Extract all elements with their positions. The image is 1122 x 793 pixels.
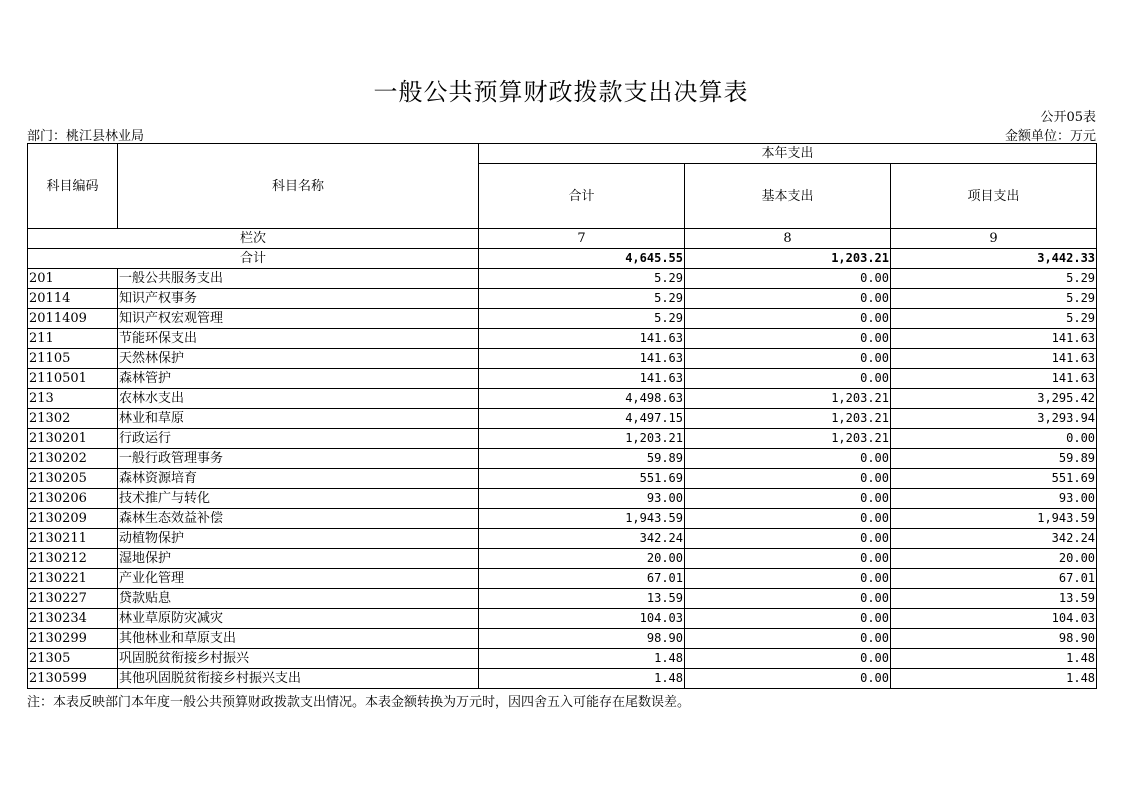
row-total: 5.29: [479, 289, 685, 309]
row-basic: 0.00: [685, 349, 891, 369]
row-total: 20.00: [479, 549, 685, 569]
row-basic: 0.00: [685, 449, 891, 469]
table-row: [28, 589, 1097, 609]
row-total: 141.63: [479, 349, 685, 369]
table-row: [28, 509, 1097, 529]
row-project: 13.59: [891, 589, 1097, 609]
row-total: 141.63: [479, 369, 685, 389]
row-name: 森林管护: [118, 369, 479, 389]
row-basic: 0.00: [685, 649, 891, 669]
row-project: 5.29: [891, 289, 1097, 309]
column-index-project: 9: [891, 229, 1097, 249]
row-code: 211: [28, 329, 118, 349]
row-project: 3,295.42: [891, 389, 1097, 409]
table-row: [28, 409, 1097, 429]
row-basic: 0.00: [685, 589, 891, 609]
table-row: [28, 669, 1097, 689]
header-name: 科目名称: [118, 144, 479, 229]
table-row: [28, 529, 1097, 549]
row-project: 551.69: [891, 469, 1097, 489]
row-code: 2110501: [28, 369, 118, 389]
row-name: 技术推广与转化: [118, 489, 479, 509]
row-code: 201: [28, 269, 118, 289]
row-total: 141.63: [479, 329, 685, 349]
row-basic: 0.00: [685, 269, 891, 289]
row-name: 知识产权宏观管理: [118, 309, 479, 329]
row-basic: 1,203.21: [685, 409, 891, 429]
table-row: [28, 609, 1097, 629]
header-project: 项目支出: [891, 164, 1097, 229]
row-basic: 0.00: [685, 309, 891, 329]
totals-label: 合计: [28, 249, 479, 269]
row-name: 农林水支出: [118, 389, 479, 409]
row-basic: 1,203.21: [685, 389, 891, 409]
row-code: 2130201: [28, 429, 118, 449]
row-total: 551.69: [479, 469, 685, 489]
column-index-row: [28, 229, 1097, 249]
row-total: 4,497.15: [479, 409, 685, 429]
row-total: 342.24: [479, 529, 685, 549]
header-current-year: 本年支出: [479, 144, 1097, 164]
row-name: 动植物保护: [118, 529, 479, 549]
row-total: 5.29: [479, 309, 685, 329]
row-code: 21302: [28, 409, 118, 429]
table-row: [28, 549, 1097, 569]
row-code: 2130202: [28, 449, 118, 469]
row-code: 2130212: [28, 549, 118, 569]
row-project: 59.89: [891, 449, 1097, 469]
row-project: 1.48: [891, 649, 1097, 669]
row-project: 5.29: [891, 309, 1097, 329]
table-row: [28, 329, 1097, 349]
table-row: [28, 449, 1097, 469]
row-basic: 0.00: [685, 369, 891, 389]
row-basic: 0.00: [685, 609, 891, 629]
row-name: 森林资源培育: [118, 469, 479, 489]
row-total: 1,943.59: [479, 509, 685, 529]
row-project: 141.63: [891, 369, 1097, 389]
row-code: 2130221: [28, 569, 118, 589]
table-row: [28, 429, 1097, 449]
row-code: 2130205: [28, 469, 118, 489]
expenditure-table: [27, 143, 1097, 689]
column-index-total: 7: [479, 229, 685, 249]
row-project: 93.00: [891, 489, 1097, 509]
row-code: 21305: [28, 649, 118, 669]
row-code: 2130234: [28, 609, 118, 629]
table-row: [28, 389, 1097, 409]
row-name: 林业和草原: [118, 409, 479, 429]
row-total: 4,498.63: [479, 389, 685, 409]
row-name: 湿地保护: [118, 549, 479, 569]
row-basic: 0.00: [685, 469, 891, 489]
row-total: 1.48: [479, 669, 685, 689]
row-code: 213: [28, 389, 118, 409]
row-code: 2130599: [28, 669, 118, 689]
row-total: 98.90: [479, 629, 685, 649]
row-name: 其他巩固脱贫衔接乡村振兴支出: [118, 669, 479, 689]
row-basic: 0.00: [685, 329, 891, 349]
row-basic: 0.00: [685, 549, 891, 569]
row-basic: 0.00: [685, 569, 891, 589]
row-name: 产业化管理: [118, 569, 479, 589]
row-name: 行政运行: [118, 429, 479, 449]
table-row: [28, 569, 1097, 589]
table-row: [28, 269, 1097, 289]
row-name: 一般行政管理事务: [118, 449, 479, 469]
row-project: 3,293.94: [891, 409, 1097, 429]
table-row: [28, 309, 1097, 329]
row-basic: 0.00: [685, 529, 891, 549]
row-project: 141.63: [891, 329, 1097, 349]
row-name: 知识产权事务: [118, 289, 479, 309]
row-name: 贷款贴息: [118, 589, 479, 609]
totals-project: 3,442.33: [891, 249, 1097, 269]
row-project: 5.29: [891, 269, 1097, 289]
row-name: 一般公共服务支出: [118, 269, 479, 289]
row-basic: 0.00: [685, 509, 891, 529]
row-code: 2130209: [28, 509, 118, 529]
row-name: 巩固脱贫衔接乡村振兴: [118, 649, 479, 669]
footnote: 注：本表反映部门本年度一般公共预算财政拨款支出情况。本表金额转换为万元时，因四舍五入可能存在尾数误差。: [27, 695, 691, 710]
row-project: 0.00: [891, 429, 1097, 449]
row-total: 13.59: [479, 589, 685, 609]
table-row: [28, 649, 1097, 669]
row-code: 2130211: [28, 529, 118, 549]
row-project: 20.00: [891, 549, 1097, 569]
row-name: 森林生态效益补偿: [118, 509, 479, 529]
header-code: 科目编码: [28, 144, 118, 229]
header-row-1: [28, 144, 1097, 164]
row-total: 67.01: [479, 569, 685, 589]
row-project: 342.24: [891, 529, 1097, 549]
amount-unit-label: 金额单位：万元: [1004, 129, 1096, 144]
row-code: 2130227: [28, 589, 118, 609]
header-basic: 基本支出: [685, 164, 891, 229]
row-basic: 0.00: [685, 489, 891, 509]
table-row: [28, 289, 1097, 309]
row-code: 2130299: [28, 629, 118, 649]
totals-basic: 1,203.21: [685, 249, 891, 269]
row-basic: 0.00: [685, 669, 891, 689]
table-row: [28, 349, 1097, 369]
department-label: 部门：桃江县林业局: [27, 129, 145, 144]
row-basic: 0.00: [685, 629, 891, 649]
row-project: 1,943.59: [891, 509, 1097, 529]
row-code: 21105: [28, 349, 118, 369]
row-name: 节能环保支出: [118, 329, 479, 349]
table-row: [28, 469, 1097, 489]
row-name: 林业草原防灾减灾: [118, 609, 479, 629]
row-total: 5.29: [479, 269, 685, 289]
row-code: 20114: [28, 289, 118, 309]
row-total: 1.48: [479, 649, 685, 669]
row-code: 2011409: [28, 309, 118, 329]
totals-row: [28, 249, 1097, 269]
row-code: 2130206: [28, 489, 118, 509]
table-row: [28, 629, 1097, 649]
report-title: 一般公共预算财政拨款支出决算表: [373, 78, 749, 106]
row-project: 141.63: [891, 349, 1097, 369]
totals-total: 4,645.55: [479, 249, 685, 269]
row-project: 67.01: [891, 569, 1097, 589]
row-project: 1.48: [891, 669, 1097, 689]
row-name: 其他林业和草原支出: [118, 629, 479, 649]
row-project: 98.90: [891, 629, 1097, 649]
form-code: 公开05表: [1040, 110, 1096, 125]
row-total: 1,203.21: [479, 429, 685, 449]
row-project: 104.03: [891, 609, 1097, 629]
row-total: 104.03: [479, 609, 685, 629]
table-row: [28, 489, 1097, 509]
row-basic: 1,203.21: [685, 429, 891, 449]
row-total: 93.00: [479, 489, 685, 509]
header-total: 合计: [479, 164, 685, 229]
row-total: 59.89: [479, 449, 685, 469]
row-basic: 0.00: [685, 289, 891, 309]
table-row: [28, 369, 1097, 389]
row-name: 天然林保护: [118, 349, 479, 369]
column-index-label: 栏次: [28, 229, 479, 249]
column-index-basic: 8: [685, 229, 891, 249]
